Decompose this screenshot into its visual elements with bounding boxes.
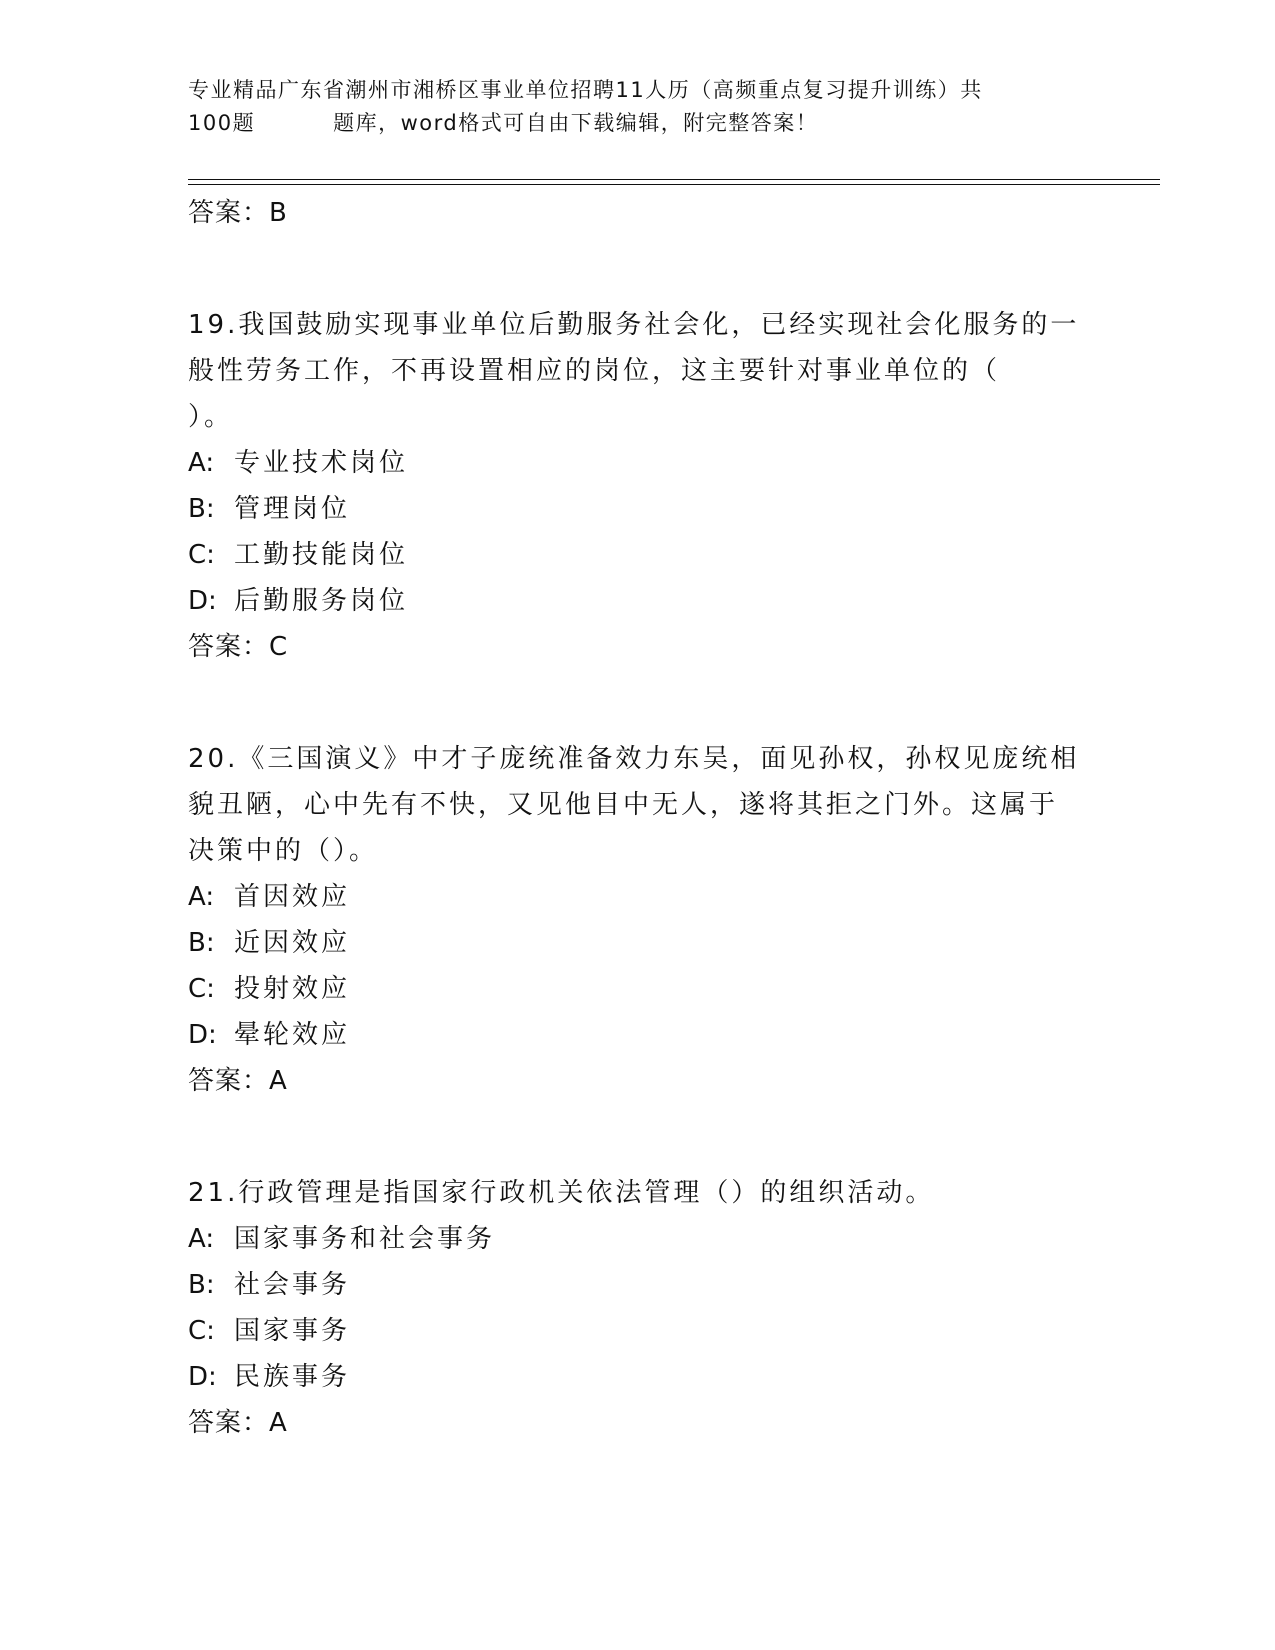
option-b [188,486,1088,532]
question-text: ）。 [188,402,234,432]
option-a [188,1216,1088,1262]
answer-line: 答案：A [188,1408,288,1438]
question-item-21 [188,1170,1088,1446]
option-a [188,874,1088,920]
option-text: 晕轮效应 [234,1020,351,1050]
question-item-20 [188,736,1088,1104]
question-text: 般性劳务工作，不再设置相应的岗位，这主要针对事业单位的（ [188,356,1001,386]
header-divider-top [188,179,1160,180]
header-question-count: 100题 [188,111,256,135]
question-text: 貌丑陋，心中先有不快，又见他目中无人，遂将其拒之门外。这属于 [188,790,1059,820]
option-text: 工勤技能岗位 [234,540,409,570]
option-text: 近因效应 [234,928,351,958]
option-letter: C: [188,1316,215,1346]
option-a [188,440,1088,486]
option-d [188,578,1088,624]
header-title-line1: 专业精品广东省潮州市湘桥区事业单位招聘11人历（高频重点复习提升训练）共 [188,78,983,102]
header-divider-bottom [188,184,1160,185]
previous-answer: 答案：B [188,198,288,228]
option-text: 投射效应 [234,974,351,1004]
question-text: 21.行政管理是指国家行政机关依法管理（）的组织活动。 [188,1178,935,1208]
option-letter: B: [188,494,215,524]
option-d [188,1012,1088,1058]
option-c [188,1308,1088,1354]
option-text: 首因效应 [234,882,351,912]
option-letter: C: [188,540,215,570]
option-text: 民族事务 [234,1362,351,1392]
answer-line: 答案：C [188,632,289,662]
option-letter: C: [188,974,215,1004]
header-subtitle: 题库，word格式可自由下载编辑，附完整答案！ [333,111,819,135]
option-text: 管理岗位 [234,494,351,524]
question-list [188,190,1088,1446]
option-text: 专业技术岗位 [234,448,409,478]
option-letter: A: [188,448,215,478]
option-c [188,966,1088,1012]
option-d [188,1354,1088,1400]
question-text: 19.我国鼓励实现事业单位后勤服务社会化，已经实现社会化服务的一 [188,310,1080,340]
option-letter: D: [188,1020,217,1050]
option-text: 社会事务 [234,1270,351,1300]
question-text: 20.《三国演义》中才子庞统准备效力东吴，面见孙权，孙权见庞统相 [188,744,1080,774]
option-letter: A: [188,1224,215,1254]
question-text: 决策中的（）。 [188,836,379,866]
option-b [188,1262,1088,1308]
option-letter: D: [188,1362,217,1392]
option-text: 国家事务和社会事务 [234,1224,496,1254]
page-header [188,74,1088,140]
option-text: 国家事务 [234,1316,351,1346]
option-c [188,532,1088,578]
option-text: 后勤服务岗位 [234,586,409,616]
answer-line: 答案：A [188,1066,288,1096]
option-b [188,920,1088,966]
header-title-line2 [188,107,1088,140]
question-item-19 [188,302,1088,670]
option-letter: A: [188,882,215,912]
option-letter: B: [188,1270,215,1300]
option-letter: B: [188,928,215,958]
option-letter: D: [188,586,217,616]
